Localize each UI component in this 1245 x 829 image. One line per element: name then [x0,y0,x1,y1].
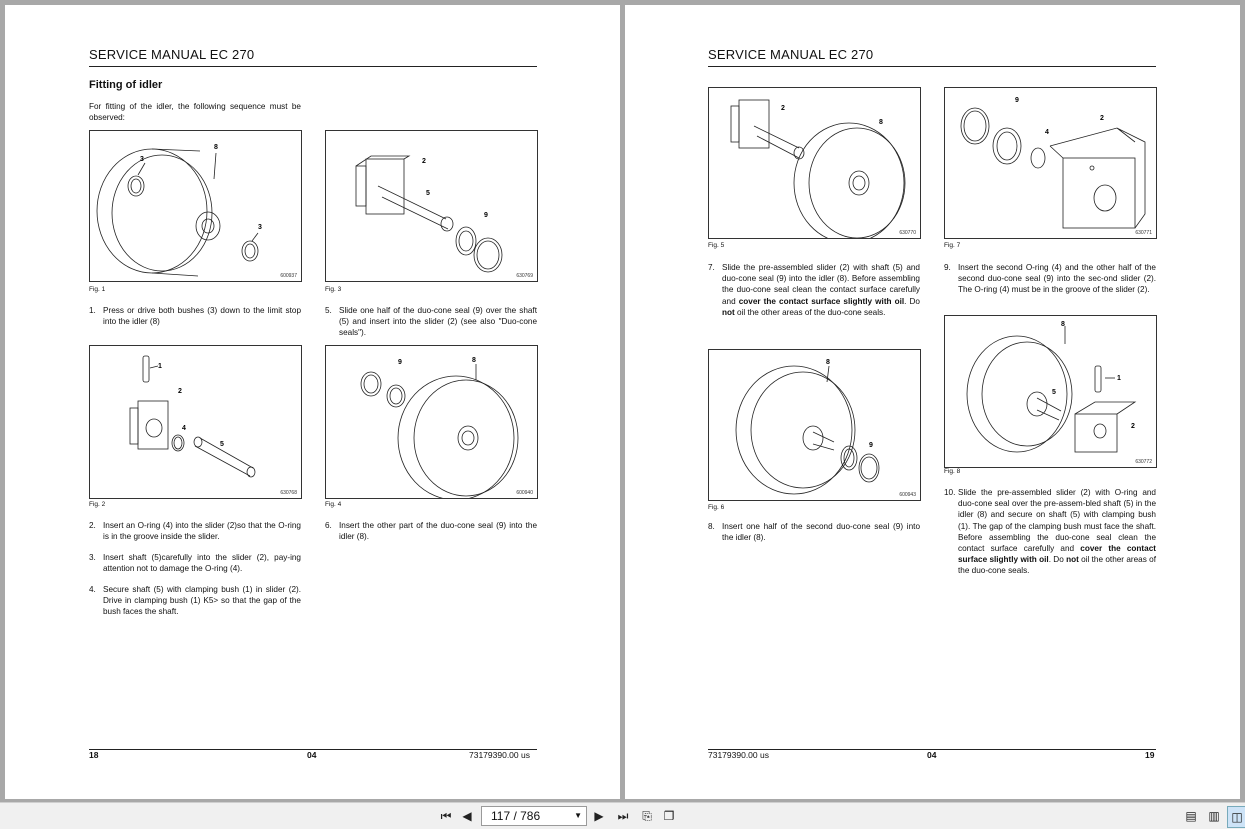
dropdown-arrow-icon[interactable]: ▼ [574,811,582,820]
figure-code: 600943 [899,492,916,498]
step-9: 9. Insert the second O-ring (4) and the other half of the second duo-cone seal (9) into the sec-ond slider (2). The O-ring (4) must be in the groove of the slider (2). [944,263,1156,295]
chapter-number: 04 [927,750,937,760]
callout-2: 2 [178,388,182,395]
page-number: 19 [1145,750,1155,760]
figure-1 [89,130,302,282]
callout-3: 3 [140,156,144,163]
document-number: 73179390.00 us [469,750,530,760]
slider-shaft-diagram [326,131,537,281]
callout-8: 8 [214,144,218,151]
idler-bushes-diagram [90,131,301,281]
intro-text: For fitting of the idler, the following sequence must be observed: [89,102,301,122]
second-oring-seal-diagram [945,88,1156,238]
first-page-icon[interactable]: ⏮ [440,809,452,823]
page-header: SERVICE MANUAL EC 270 [708,47,874,62]
right-page [625,5,1240,799]
step-10: 10. Slide the pre-assembled slider (2) with O-ring and duo-cone seal over the pre-assem-bled shaft (5) in the idler (8) and secure on shaft (5) with clamping bush (1). The gap of the clamping bush must face the shaft. Before assembling the duo-cone seal clean the contact surface carefully and cover the contact surface slightly with oil. Do not oil the other areas of the duo-cone seals. [944,488,1156,576]
final-assembly-diagram [945,316,1156,467]
callout-1: 1 [158,363,162,370]
figure-code: 630772 [1135,459,1152,465]
left-page [5,5,620,799]
step-8: 8. Insert one half of the second duo-cone seal (9) into the idler (8). [708,522,920,543]
step-7: 7. Slide the pre-assembled slider (2) with shaft (5) and duo-cone seal (9) into the idler (8). Before assembling the duo-cone seal clean the contact surface carefully and cover the contact surface slightly with oil. Do not oil the other areas of the duo-cone seals. [708,263,920,317]
page-header: SERVICE MANUAL EC 270 [89,47,255,62]
step-1: 1. Press or drive both bushes (3) down to the limit stop into the idler (8) [89,306,301,327]
callout-1: 1 [1117,375,1121,382]
callout-9: 9 [1015,97,1019,104]
callout-2: 2 [1131,423,1135,430]
single-page-view-icon[interactable]: ▤ [1185,809,1197,823]
figure-label: Fig. 7 [944,242,961,249]
step-4: 4. Secure shaft (5) with clamping bush (1) in slider (2). Drive in clamping bush (1) K5> so that the gap of the bush faces the shaft. [89,585,301,617]
duo-cone-seal-idler-diagram [326,346,537,498]
viewer-toolbar [0,802,1245,829]
figure-6 [708,349,921,501]
document-number: 73179390.00 us [708,750,769,760]
callout-4: 4 [182,425,186,432]
step-3: 3. Insert shaft (5)carefully into the slider (2), pay-ing attention not to damage the O-ring (4). [89,553,301,574]
last-page-icon[interactable]: ⏭ [617,809,629,823]
copy-icon[interactable]: ❐ [663,809,675,823]
figure-label: Fig. 2 [89,501,106,508]
rotate-icon[interactable]: ⎘ [642,809,652,823]
figure-code: 630769 [516,273,533,279]
callout-8: 8 [826,359,830,366]
figure-code: 630768 [280,490,297,496]
chapter-number: 04 [307,750,317,760]
figure-code: 630771 [1135,230,1152,236]
callout-9: 9 [484,212,488,219]
step-6: 6. Insert the other part of the duo-cone seal (9) into the idler (8). [325,521,537,542]
continuous-view-icon[interactable]: ▥ [1208,809,1220,823]
page-number: 18 [89,750,99,760]
header-rule [708,66,1156,67]
figure-3 [325,130,538,282]
figure-code: 600940 [516,490,533,496]
second-seal-idler-diagram [709,350,920,500]
two-page-view-icon[interactable]: ◫ [1227,806,1245,828]
callout-8: 8 [879,119,883,126]
callout-4: 4 [1045,129,1049,136]
figure-label: Fig. 6 [708,504,725,511]
callout-2: 2 [422,158,426,165]
prev-page-icon[interactable]: ◀ [462,809,472,823]
callout-8: 8 [472,357,476,364]
callout-5: 5 [220,441,224,448]
step-2: 2. Insert an O-ring (4) into the slider (2)so that the O-ring is in the groove inside the slider. [89,521,301,542]
figure-label: Fig. 3 [325,286,342,293]
step-5: 5. Slide one half of the duo-cone seal (9) over the shaft (5) and insert into the slider (2) (see also "Duo-cone seals"). [325,306,537,338]
figure-5 [708,87,921,239]
callout-9: 9 [869,442,873,449]
figure-code: 630770 [899,230,916,236]
page-number-value: 117 / 786 [491,809,541,823]
section-title: Fitting of idler [89,79,163,91]
figure-8 [944,315,1157,468]
figure-label: Fig. 1 [89,286,106,293]
figure-label: Fig. 4 [325,501,342,508]
figure-2 [89,345,302,499]
callout-2: 2 [1100,115,1104,122]
next-page-icon[interactable]: ▶ [594,809,604,823]
figure-4 [325,345,538,499]
oring-shaft-clamp-diagram [90,346,301,498]
figure-label: Fig. 5 [708,242,725,249]
figure-7 [944,87,1157,239]
callout-5: 5 [1052,389,1056,396]
figure-code: 600937 [280,273,297,279]
header-rule [89,66,537,67]
callout-5: 5 [426,190,430,197]
figure-label: Fig. 8 [944,468,961,475]
slider-into-idler-diagram [709,88,920,238]
callout-9: 9 [398,359,402,366]
callout-2: 2 [781,105,785,112]
callout-3: 3 [258,224,262,231]
page-number-select[interactable] [481,806,587,826]
callout-8: 8 [1061,321,1065,328]
